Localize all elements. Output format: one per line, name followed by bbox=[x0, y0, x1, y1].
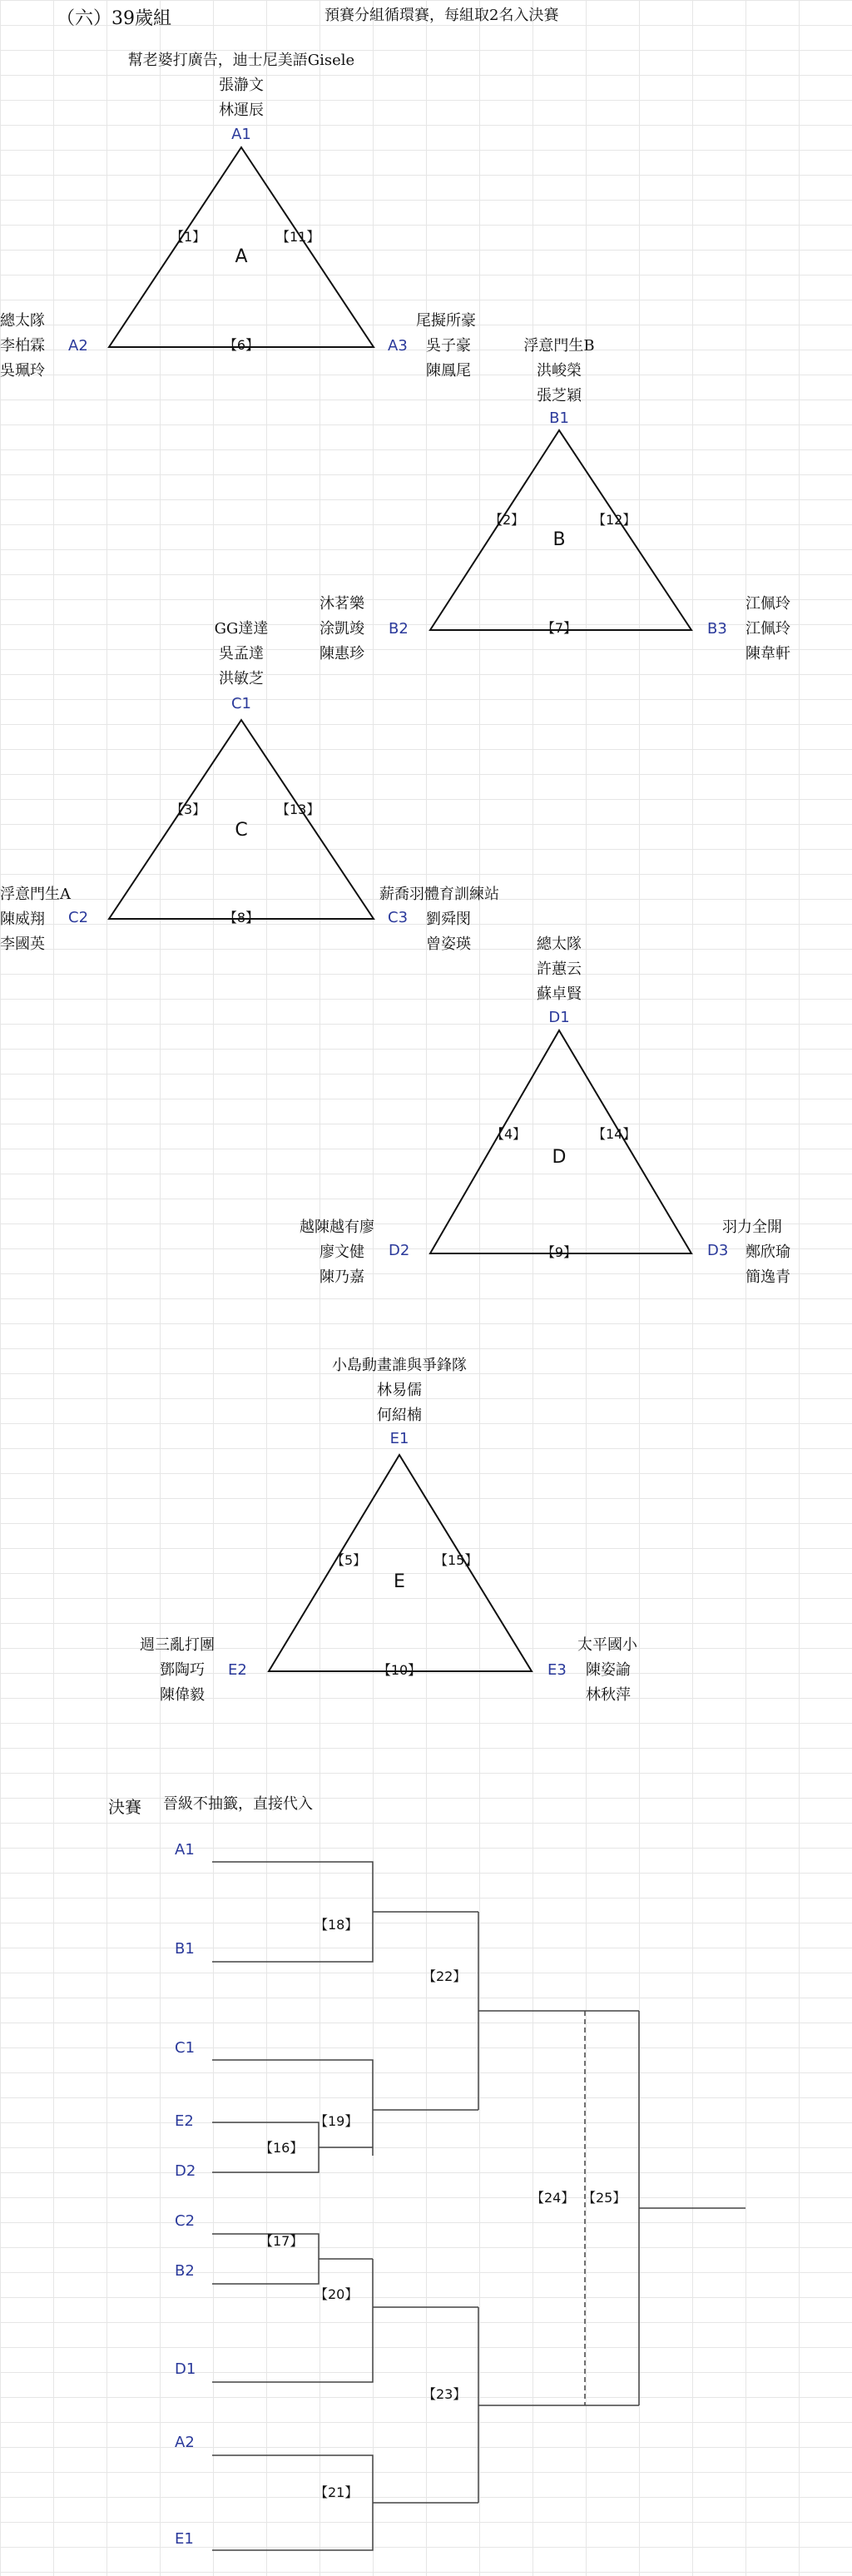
finals-match-17: 【17】 bbox=[260, 2233, 304, 2249]
group-c-seat1-code: C1 bbox=[230, 695, 252, 712]
group-c-match-right: 【13】 bbox=[276, 802, 320, 817]
group-d-seat3-code: D3 bbox=[707, 1242, 729, 1259]
group-b-seat2-player1: 涂凱竣 bbox=[320, 620, 364, 638]
group-a-seat2-player2: 吳珮玲 bbox=[0, 362, 45, 380]
group-e-seat1-code: E1 bbox=[389, 1430, 409, 1447]
group-c-seat2-player2: 李國英 bbox=[0, 936, 45, 953]
group-c-letter: C bbox=[235, 820, 248, 841]
group-a-seat1-team: 幫老婆打廣告，迪士尼美語Gisele bbox=[127, 52, 355, 69]
group-b-match-bottom: 【7】 bbox=[541, 620, 577, 636]
finals-seed-c1: C1 bbox=[175, 2039, 196, 2057]
group-b-seat2-code: B2 bbox=[389, 620, 409, 638]
group-d-seat3-player2: 簡逸青 bbox=[746, 1268, 790, 1286]
group-d-seat1-team: 總太隊 bbox=[537, 936, 582, 953]
group-a-seat1-player2: 林運辰 bbox=[219, 102, 264, 119]
finals-seed-a2: A2 bbox=[175, 2434, 195, 2451]
group-d-match-right: 【14】 bbox=[592, 1126, 637, 1142]
finals-seed-a1: A1 bbox=[175, 1841, 195, 1859]
group-d-seat3-team: 羽力全開 bbox=[722, 1219, 782, 1236]
group-e-match-left: 【5】 bbox=[331, 1552, 367, 1568]
finals-title: 決賽 bbox=[108, 1797, 141, 1817]
format-note: 預賽分組循環賽，每組取2名入決賽 bbox=[324, 7, 559, 24]
finals-match-16: 【16】 bbox=[260, 2140, 304, 2156]
group-e-seat2-team: 週三亂打團 bbox=[140, 1636, 215, 1654]
group-b-seat1-team: 浮意門生B bbox=[523, 337, 595, 355]
group-e-seat3-team: 太平國小 bbox=[577, 1636, 637, 1654]
group-d-match-left: 【4】 bbox=[491, 1126, 527, 1142]
finals-match-18: 【18】 bbox=[315, 1917, 359, 1933]
group-b-match-left: 【2】 bbox=[489, 512, 525, 528]
group-a-seat1-player1: 張瀞文 bbox=[219, 77, 264, 94]
group-b-seat2-team: 沐茗樂 bbox=[320, 595, 364, 613]
group-e-seat2-player1: 鄧陶巧 bbox=[160, 1661, 205, 1679]
group-e-seat2-code: E2 bbox=[228, 1661, 247, 1679]
group-d-seat1-player2: 蘇卓賢 bbox=[537, 985, 582, 1003]
group-e-seat3-player2: 林秋萍 bbox=[586, 1686, 631, 1704]
finals-seed-b2: B2 bbox=[175, 2262, 195, 2280]
group-b-seat3-code: B3 bbox=[707, 620, 727, 638]
finals-match-25: 【25】 bbox=[582, 2190, 627, 2206]
finals-match-23: 【23】 bbox=[423, 2386, 467, 2402]
group-c-seat1-player1: 吳孟達 bbox=[219, 645, 264, 663]
group-e-seat1-player1: 林易儒 bbox=[377, 1382, 422, 1399]
group-a-seat2-code: A2 bbox=[68, 337, 88, 355]
finals-seed-e1: E1 bbox=[175, 2530, 194, 2548]
group-a-match-right: 【11】 bbox=[276, 229, 320, 245]
group-c-seat1-team: GG達達 bbox=[214, 620, 269, 638]
group-a-letter: A bbox=[235, 246, 248, 267]
group-b-letter: B bbox=[552, 529, 566, 550]
group-c-match-left: 【3】 bbox=[171, 802, 206, 817]
group-c-seat1-player2: 洪敏芝 bbox=[219, 670, 264, 687]
group-c-match-bottom: 【8】 bbox=[223, 910, 260, 926]
group-e-seat2-player2: 陳偉毅 bbox=[160, 1686, 205, 1704]
group-d-seat1-code: D1 bbox=[548, 1009, 570, 1026]
group-d-seat2-code: D2 bbox=[389, 1242, 410, 1259]
group-a-seat3-player2: 陳鳳尾 bbox=[426, 362, 471, 380]
group-c-seat3-player2: 曾姿瑛 bbox=[426, 936, 471, 953]
group-a-match-bottom: 【6】 bbox=[223, 337, 260, 353]
group-a-seat3-player1: 吳子豪 bbox=[426, 337, 471, 355]
group-b-seat3-player1: 江佩玲 bbox=[746, 620, 790, 638]
finals-match-21: 【21】 bbox=[315, 2484, 359, 2500]
group-d-triangle bbox=[430, 1030, 691, 1253]
group-e-seat1-player2: 何紹楠 bbox=[377, 1407, 422, 1424]
finals-seed-d2: D2 bbox=[175, 2162, 196, 2180]
group-e-seat1-team: 小島動畫誰與爭鋒隊 bbox=[332, 1357, 467, 1374]
group-e-match-bottom: 【10】 bbox=[377, 1662, 422, 1678]
group-b-seat1-code: B1 bbox=[549, 409, 569, 427]
group-d-seat3-player1: 鄭欣瑜 bbox=[746, 1243, 790, 1261]
group-d-match-bottom: 【9】 bbox=[541, 1244, 577, 1260]
group-d-seat2-player1: 廖文健 bbox=[320, 1243, 364, 1261]
group-b-match-right: 【12】 bbox=[592, 512, 637, 528]
group-b-seat1-player2: 張芝穎 bbox=[537, 387, 582, 405]
group-b-seat1-player1: 洪峻榮 bbox=[537, 362, 582, 380]
group-b-seat2-player2: 陳惠珍 bbox=[320, 645, 364, 663]
group-a-seat3-team: 尾擬所豪 bbox=[416, 312, 476, 330]
group-c-seat3-team: 薪喬羽體育訓練站 bbox=[379, 886, 499, 903]
group-c-seat3-player1: 劉舜閔 bbox=[426, 911, 471, 928]
group-a-seat3-code: A3 bbox=[388, 337, 408, 355]
group-d-seat1-player1: 許蕙云 bbox=[537, 960, 582, 978]
group-d-seat2-team: 越陳越有廖 bbox=[300, 1219, 374, 1236]
group-c-seat2-player1: 陳威翔 bbox=[0, 911, 45, 928]
group-a-match-left: 【1】 bbox=[171, 229, 206, 245]
finals-seed-d1: D1 bbox=[175, 2360, 196, 2378]
final-bracket bbox=[212, 1862, 746, 2550]
group-e-seat3-player1: 陳姿諭 bbox=[586, 1661, 631, 1679]
finals-seed-c2: C2 bbox=[175, 2212, 196, 2230]
group-d-seat2-player2: 陳乃嘉 bbox=[320, 1268, 364, 1286]
group-e-triangle bbox=[269, 1455, 532, 1671]
group-c-seat2-team: 浮意門生A bbox=[0, 886, 71, 903]
finals-match-19: 【19】 bbox=[315, 2113, 359, 2129]
group-a-seat2-team: 總太隊 bbox=[0, 312, 45, 330]
group-e-letter: E bbox=[394, 1571, 405, 1592]
group-e-match-right: 【15】 bbox=[434, 1552, 478, 1568]
group-b-seat3-player2: 陳韋軒 bbox=[746, 645, 790, 663]
group-a-seat2-player1: 李柏霖 bbox=[0, 337, 45, 355]
finals-match-22: 【22】 bbox=[423, 1968, 467, 1984]
group-a-seat1-code: A1 bbox=[231, 126, 251, 143]
group-c-seat2-code: C2 bbox=[68, 909, 89, 926]
group-c-seat3-code: C3 bbox=[388, 909, 409, 926]
finals-seed-e2: E2 bbox=[175, 2112, 194, 2130]
group-e-seat3-code: E3 bbox=[547, 1661, 567, 1679]
section-title: （六）39歲組 bbox=[57, 8, 171, 29]
finals-match-24: 【24】 bbox=[531, 2190, 575, 2206]
finals-note: 晉級不抽籤，直接代入 bbox=[163, 1795, 313, 1813]
finals-match-20: 【20】 bbox=[315, 2286, 359, 2302]
group-b-seat3-team: 江佩玲 bbox=[746, 595, 790, 613]
finals-seed-b1: B1 bbox=[175, 1940, 195, 1958]
group-d-letter: D bbox=[552, 1147, 567, 1168]
